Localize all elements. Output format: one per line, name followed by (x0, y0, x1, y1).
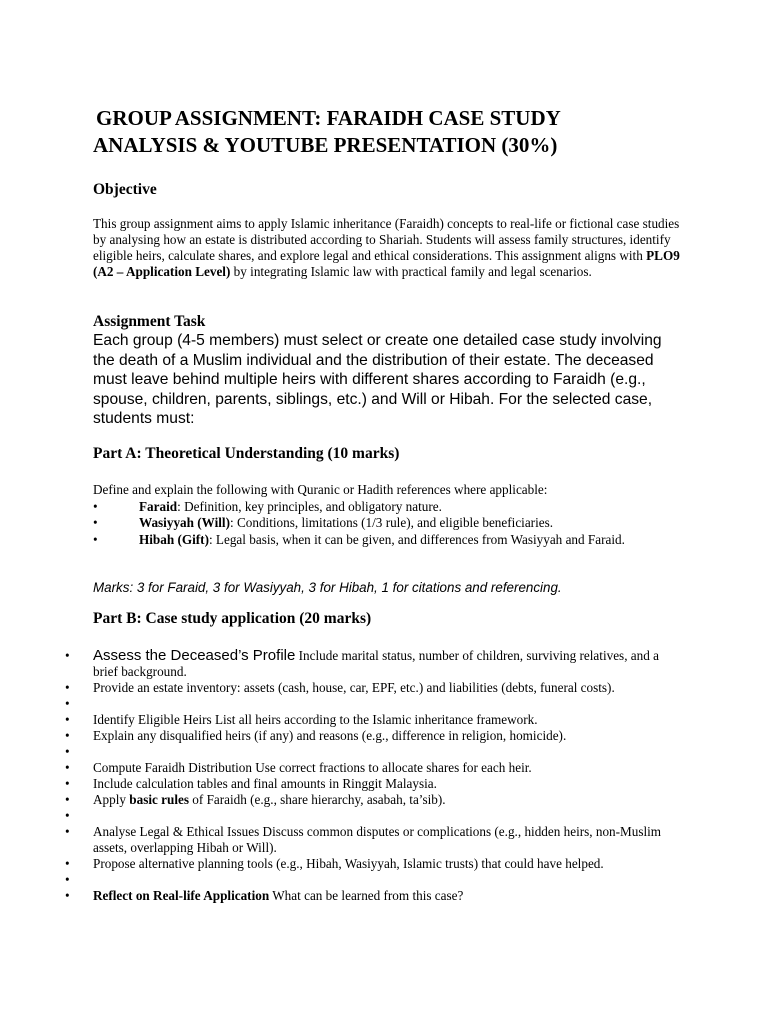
list-item: • Explain any disqualified heirs (if any) and reasons (e.g., difference in religion, homicide). (65, 728, 685, 744)
part-a-definitions (93, 482, 683, 548)
list-item-empty (65, 744, 685, 760)
part-a-marks-note: Marks: 3 for Faraid, 3 for Wasiyyah, 3 for Hibah, 1 for citations and referencing. (93, 580, 562, 595)
title-line-1: GROUP ASSIGNMENT: FARAIDH CASE STUDY (96, 106, 561, 130)
part-b-list (65, 648, 685, 904)
list-item (93, 515, 683, 532)
objective-plo: PLO9 (A2 – Application Level) (93, 248, 680, 279)
list-item-empty (65, 696, 685, 712)
objective-text-b: by integrating Islamic law with practical family and legal scenarios. (230, 264, 592, 279)
part-a-intro: Define and explain the following with Quranic or Hadith references where applicable: (93, 482, 548, 497)
part-b-heading: Part B: Case study application (20 marks) (93, 610, 372, 627)
list-item: • Provide an estate inventory: assets (cash, house, car, EPF, etc.) and liabilities (debts, funeral costs). (65, 680, 685, 696)
reflect-bold: Reflect on Real-life Application (93, 888, 270, 903)
assignment-task-heading: Assignment Task (93, 313, 206, 330)
objective-text-a: This group assignment aims to apply Islamic inheritance (Faraidh) concepts to real-life or fictional case studies by analysing how an estate is distributed according to Shariah. Students will assess family structures, identify eligible heirs, calculate shares, and explore legal and ethical considerations. This assignment aligns with (93, 216, 680, 263)
bullet: • (93, 531, 98, 547)
list-item-empty (65, 872, 685, 888)
term-wasiyyah: Wasiyyah (Will) (139, 515, 230, 530)
reflect-text: What can be learned from this case? (269, 888, 464, 903)
list-item: • Identify Eligible Heirs List all heirs according to the Islamic inheritance framework. (65, 712, 685, 728)
term-faraid: Faraid (139, 498, 178, 514)
list-item: • Compute Faraidh Distribution Use correct fractions to allocate shares for each heir. (65, 760, 685, 776)
list-item (65, 888, 685, 904)
part-a-heading: Part A: Theoretical Understanding (10 marks) (93, 445, 400, 462)
objective-text (93, 216, 683, 280)
list-item: • Include calculation tables and final amounts in Ringgit Malaysia. (65, 776, 685, 792)
bullet: • (93, 515, 98, 530)
term-hibah: Hibah (Gift) (139, 531, 209, 547)
title-line-2: ANALYSIS & YOUTUBE PRESENTATION (30%) (93, 133, 558, 157)
list-item-empty (65, 808, 685, 824)
list-item (93, 532, 683, 549)
assignment-task-text: Each group (4-5 members) must select or create one detailed case study involving the death of a Muslim individual and the distribution of their estate. The deceased must leave behind multiple heirs with different shares according to Faraidh (e.g., spouse, children, parents, siblings, etc.) and Will or Hibah. For the selected case, students must: (93, 332, 662, 428)
deceased-profile-lead: Assess the Deceased’s Profile (93, 647, 296, 664)
term-hibah-desc: : Legal basis, when it can be given, and differences from Wasiyyah and Faraid. (208, 531, 625, 547)
term-faraid-desc: : Definition, key principles, and obligatory nature. (177, 498, 442, 514)
list-item: • Propose alternative planning tools (e.g., Hibah, Wasiyyah, Islamic trusts) that could have helped. (65, 856, 685, 872)
document-title (93, 105, 693, 159)
list-item (65, 648, 685, 680)
basic-rules-bold: basic rules (129, 792, 189, 807)
deceased-profile-text: Include marital status, number of children, surviving relatives, and a brief background. (93, 648, 659, 679)
objective-heading: Objective (93, 181, 157, 198)
basic-rules-a: Apply (93, 792, 130, 807)
term-wasiyyah-desc: : Conditions, limitations (1/3 rule), and eligible beneficiaries. (230, 515, 554, 530)
basic-rules-b: of Faraidh (e.g., share hierarchy, asabah, ta’sib). (188, 792, 446, 807)
bullet: • (93, 498, 98, 514)
list-item (65, 792, 685, 808)
list-item (93, 499, 683, 516)
list-item: • Analyse Legal & Ethical Issues Discuss common disputes or complications (e.g., hidden heirs, non-Muslim assets, overlapping Hibah or Will). (65, 824, 685, 856)
